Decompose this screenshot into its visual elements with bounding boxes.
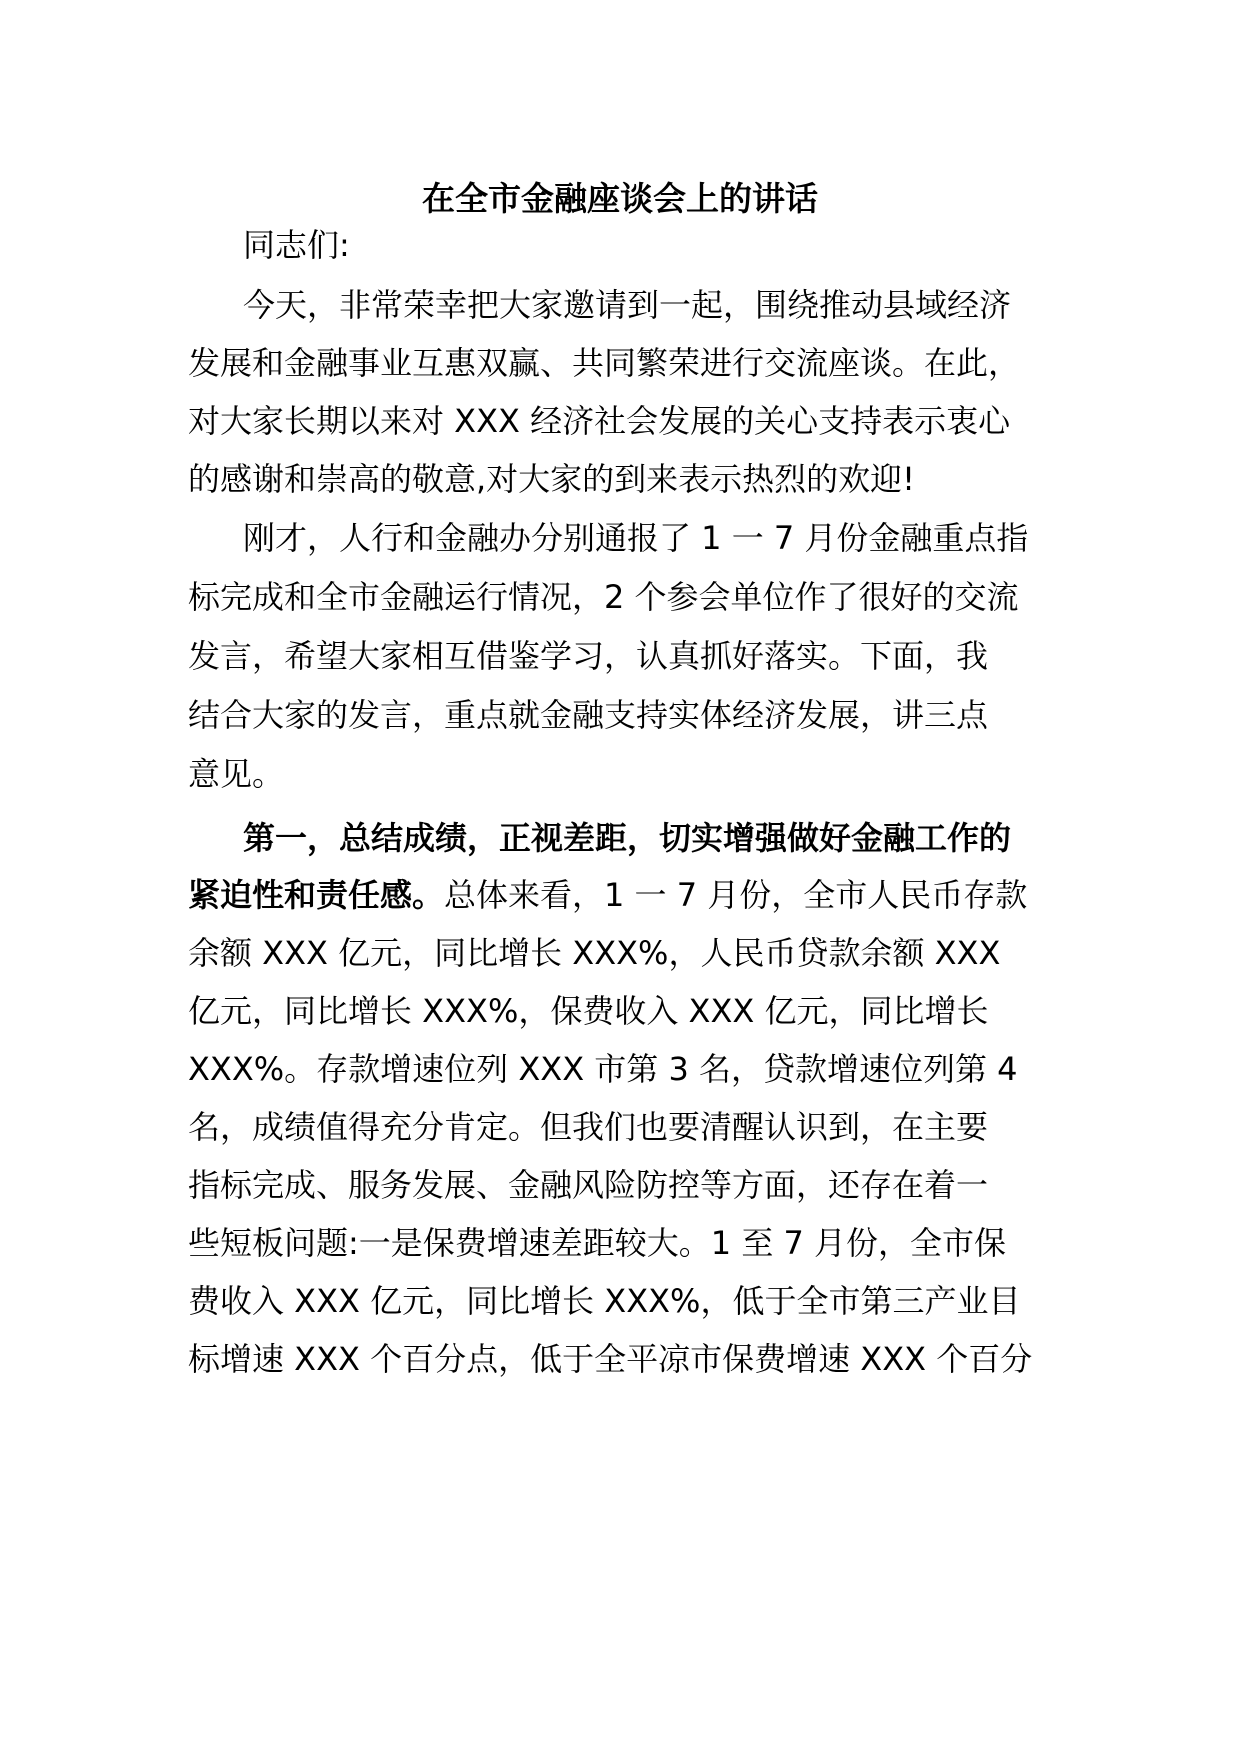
salutation: 同志们: (243, 226, 350, 264)
para3-heading-line-1: 第一，总结成绩，正视差距，切实增强做好金融工作的 (243, 819, 1012, 857)
para3-line-2 (188, 872, 1027, 918)
para3-line-6: 名，成绩值得充分肯定。但我们也要清醒认识到，在主要 (188, 1108, 989, 1146)
para3-line-4: 亿元，同比增长 XXX%，保费收入 XXX 亿元，同比增长 (188, 992, 989, 1030)
para2-line-2: 标完成和全市金融运行情况，2 个参会单位作了很好的交流 (188, 578, 1019, 616)
para1-line-1: 今天，非常荣幸把大家邀请到一起，围绕推动县域经济 (243, 286, 1012, 324)
para1-line-2: 发展和金融事业互惠双赢、共同繁荣进行交流座谈。在此， (188, 344, 1021, 382)
para3-heading-line-2: 紧迫性和责任感。 (188, 876, 445, 914)
para3-line-9: 费收入 XXX 亿元，同比增长 XXX%，低于全市第三产业目 (188, 1282, 1021, 1320)
para3-line-8: 些短板问题:一是保费增速差距较大。1 至 7 月份，全市保 (188, 1224, 1007, 1262)
para1-line-4: 的感谢和崇高的敬意,对大家的到来表示热烈的欢迎! (188, 460, 916, 498)
para3-line-7: 指标完成、服务发展、金融风险防控等方面，还存在着一 (188, 1166, 989, 1204)
para2-line-3: 发言，希望大家相互借鉴学习，认真抓好落实。下面，我 (188, 637, 989, 675)
para3-line-3: 余额 XXX 亿元，同比增长 XXX%，人民币贷款余额 XXX (188, 934, 1001, 972)
para2-line-5: 意见。 (188, 755, 285, 793)
para3-line-10: 标增速 XXX 个百分点，低于全平凉市保费增速 XXX 个百分 (188, 1340, 1033, 1378)
para2-line-1: 刚才，人行和金融办分别通报了 1 一 7 月份金融重点指 (243, 519, 1029, 557)
para3-line-2-text: 总体来看，1 一 7 月份，全市人民币存款 (444, 876, 1028, 914)
para1-line-3: 对大家长期以来对 XXX 经济社会发展的关心支持表示衷心 (188, 402, 1011, 440)
para2-line-4: 结合大家的发言，重点就金融支持实体经济发展，讲三点 (188, 696, 989, 734)
document-title: 在全市金融座谈会上的讲话 (422, 179, 818, 218)
para3-line-5: XXX%。存款增速位列 XXX 市第 3 名，贷款增速位列第 4 (188, 1050, 1018, 1088)
